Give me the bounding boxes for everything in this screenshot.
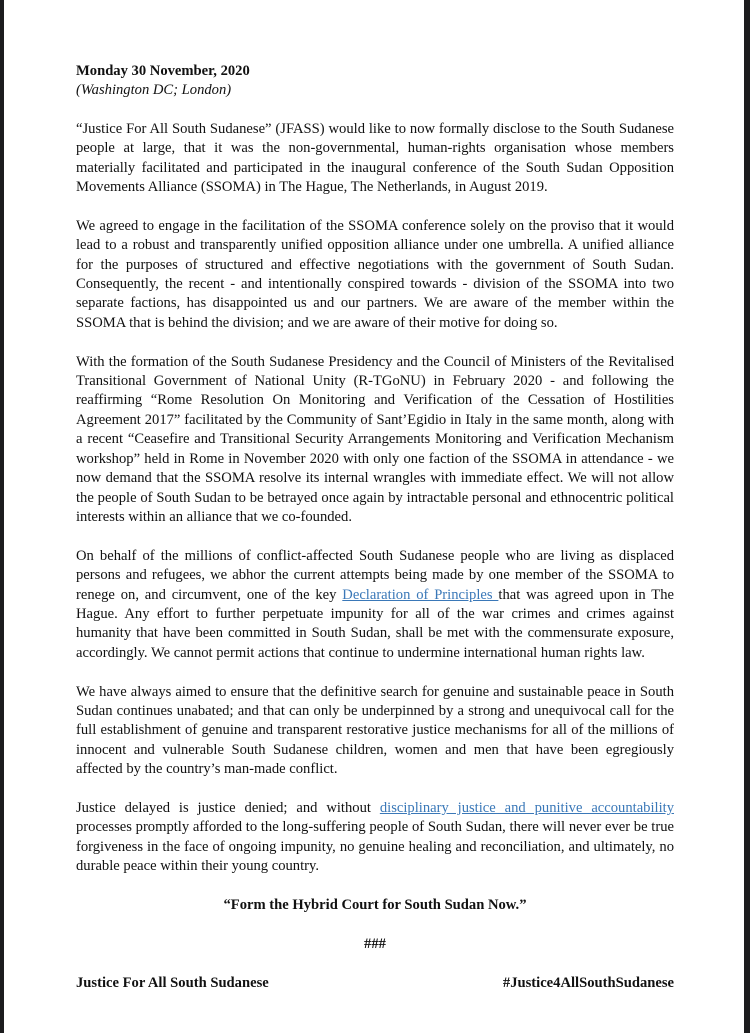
paragraph-text: On behalf of the millions of conflict-affected South Sudanese people who are living as displaced persons and refugees, we abhor the current attempts being made by one member of the SSOMA to renege on, and circumvent, one of the key xyxy=(76,547,674,603)
paragraph-text: that was agreed upon in The Hague. Any effort to further perpetuate impunity for all of the war crimes and crimes against humanity that have been committed in South Sudan, shall be met with the commensurate exposure, accordingly. We cannot permit actions that continue to undermine international human rights law. xyxy=(76,586,674,661)
declaration-of-principles-link[interactable]: Declaration of Principles xyxy=(342,586,499,603)
disciplinary-justice-link[interactable]: disciplinary justice and punitive accountability xyxy=(379,799,674,816)
paragraph-declaration xyxy=(76,547,674,663)
paragraph-justice xyxy=(76,799,674,877)
footer-organization: Justice For All South Sudanese xyxy=(76,974,269,991)
paragraph-peace: We have always aimed to ensure that the definitive search for genuine and sustainable peace in South Sudan continues unabated; and that can only be underpinned by a strong and unequivocal call for the full establishment of genuine and transparent restorative justice mechanisms for all of the millions of innocent and vulnerable South Sudanese children, women and men that have been egregiously affected by the country’s man-made conflict. xyxy=(76,683,674,778)
document-page xyxy=(4,0,744,1033)
paragraph-demand: With the formation of the South Sudanese Presidency and the Council of Ministers of the Revitalised Transitional Government of National Unity (R-TGoNU) in February 2020 - and following the reaffirming “Rome Resolution On Monitoring and Verification of the Cessation of Hostilities Agreement 2017” facilitated by the Community of Sant’Egidio in Italy in the same month, along with a recent “Ceasefire and Transitional Security Arrangements Monitoring and Verification Mechanism workshop” held in Rome in November 2020 with only one faction of the SSOMA in attendance - we now demand that the SSOMA resolve its internal wrangles with immediate effect. We will not allow the people of South Sudan to be betrayed once again by intractable personal and ethnocentric political interests within an alliance that we co-founded. xyxy=(76,353,674,525)
slogan: “Form the Hybrid Court for South Sudan Now.” xyxy=(223,896,527,913)
paragraph-disclosure: “Justice For All South Sudanese” (JFASS) would like to now formally disclose to the South Sudanese people at large, that it was the non-governmental, human-rights organisation whose members materially facilitated and participated in the inaugural conference of the South Sudan Opposition Movements Alliance (SSOMA) in The Hague, The Netherlands, in August 2019. xyxy=(76,120,674,196)
paragraph-facilitation: We agreed to engage in the facilitation of the SSOMA conference solely on the proviso that it would lead to a robust and transparently unified opposition alliance under one umbrella. A unified alliance for the purposes of structured and effective negotiations with the government of South Sudan. Consequently, the recent - and intentionally conspired towards - division of the SSOMA into two separate factions, has disappointed us and our partners. We are aware of the member within the SSOMA that is behind the division; and we are aware of their motive for doing so. xyxy=(76,217,674,331)
footer-hashtag: #Justice4AllSouthSudanese xyxy=(502,974,674,991)
footer xyxy=(76,974,674,993)
document-location: (Washington DC; London) xyxy=(76,82,232,99)
end-mark: ### xyxy=(364,935,386,952)
document-date: Monday 30 November, 2020 xyxy=(76,63,250,79)
document-content xyxy=(76,62,674,993)
paragraph-text: processes promptly afforded to the long-suffering people of South Sudan, there will never ever be true forgiveness in the face of ongoing impunity, no genuine healing and reconciliation, and ultimately, no durable peace within their young country. xyxy=(76,819,674,875)
paragraph-text: Justice delayed is justice denied; and without xyxy=(76,799,380,816)
